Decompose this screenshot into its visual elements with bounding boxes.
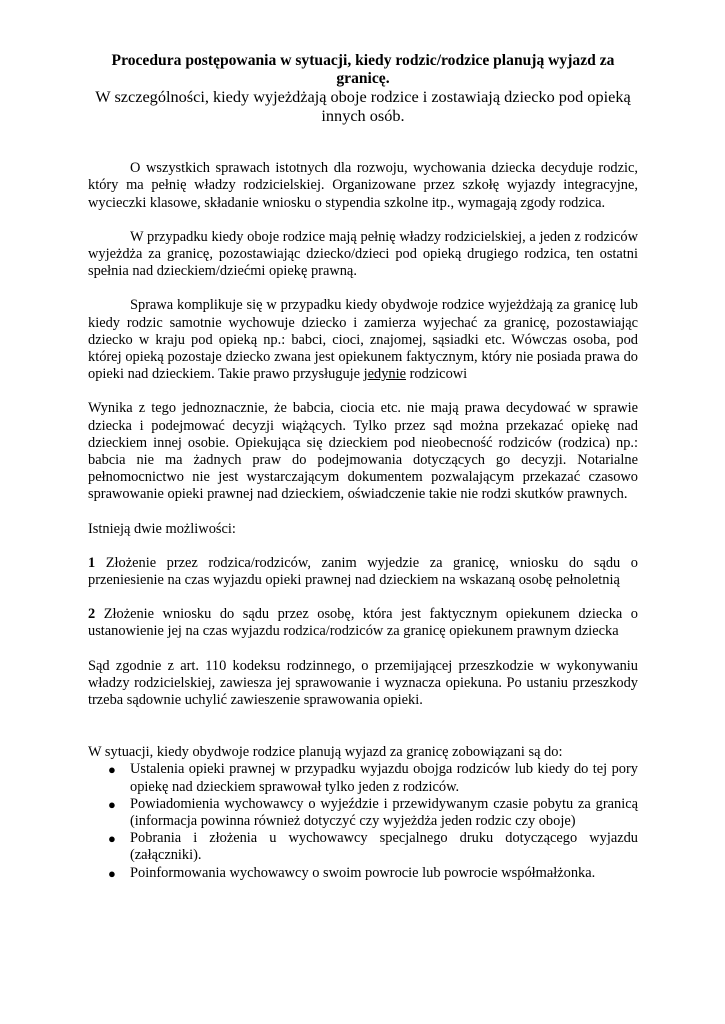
bullet-icon: ● [108, 865, 116, 881]
spacer [88, 125, 638, 160]
paragraph-text: rodzicowi [406, 366, 468, 383]
spacer [88, 709, 638, 744]
option-2 [88, 606, 638, 640]
option-text: Złożenie wniosku do sądu przez osobę, która jest faktycznym opiekunem dziecka o ustanowienie jej na czas wyjazdu rodzica/rodziców za granicę opiekunem prawnym dziecka [88, 606, 638, 640]
list-item [88, 796, 638, 830]
option-text: Złożenie przez rodzica/rodziców, zanim wyjedzie za granicę, wniosku do sądu o przeniesienie na czas wyjazdu opieki prawnej nad dzieckiem na wskazaną osobę pełnoletnią [88, 554, 638, 589]
spacer [88, 212, 638, 229]
list-item-text: Ustalenia opieki prawnej w przypadku wyjazdu obojga rodziców lub kiedy do tej pory opiekę nad dzieckiem sprawował tylko jeden z rodziców. [130, 761, 638, 795]
spacer [88, 280, 638, 297]
option-1 [88, 555, 638, 589]
spacer [88, 383, 638, 400]
spacer [88, 538, 638, 555]
paragraph-text: Sprawa komplikuje się w przypadku kiedy obydwoje rodzice wyjeżdżają za granicę lub kiedy rodzic samotnie wychowuje dziecko i zamierza wyjechać za granicę, pozostawiając dziecko w kraju pod opieką np.: babci, cioci, znajomej, sąsiadki etc. Wówczas osoba, pod której opieką pozostaje dziecko zwana jest opiekunem faktycznym, który nie posiada prawa do opieki nad dzieckiem. Takie prawo przysługuje [88, 297, 638, 383]
spacer [88, 641, 638, 658]
obligations-list [88, 761, 638, 881]
list-item-text: Poinformowania wychowawcy o swoim powrocie lub powrocie współmałżonka. [130, 864, 596, 881]
list-item-text: Pobrania i złożenia u wychowawcy specjalnego druku dotyczącego wyjazdu (załączniki). [130, 830, 638, 864]
option-number: 1 [88, 554, 96, 571]
list-item [88, 830, 638, 864]
spacer [88, 589, 638, 606]
list-item [88, 865, 638, 882]
title-subtitle-line: W szczególności, kiedy wyjeżdżają oboje rodzice i zostawiają dziecko pod opieką innych osób. [95, 87, 631, 125]
list-item [88, 761, 638, 795]
bullet-icon: ● [108, 796, 116, 812]
document-title [88, 52, 638, 125]
paragraph-two-options: Istnieją dwie możliwości: [88, 520, 236, 537]
option-number: 2 [88, 606, 96, 623]
title-bold-line: Procedura postępowania w sytuacji, kiedy rodzic/rodzice planują wyjazd za granicę. [111, 52, 615, 87]
paragraph-parental-authority: O wszystkich sprawach istotnych dla rozwoju, wychowania dziecka decyduje rodzic, który ma pełnię władzy rodzicielskiej. Organizowane przez szkołę wyjazdy integracyjne, wycieczki klasowe, składanie wniosku o stypendia szkolne itp., wymagają zgody rodzica. [88, 160, 638, 211]
bullet-icon: ● [108, 831, 116, 847]
paragraph-obligations-intro: W sytuacji, kiedy obydwoje rodzice planują wyjazd za granicę zobowiązani są do: [88, 744, 563, 761]
spacer [88, 504, 638, 521]
paragraph-no-rights: Wynika z tego jednoznacznie, że babcia, ciocia etc. nie mają prawa decydować w sprawie dziecka i podejmować decyzji wiążących. Tylko przez sąd można przekazać opiekę nad dzieckiem innej osobie. Opiekująca się dzieckiem pod nieobecność rodziców (rodzica) np.: babcia nie ma żadnych praw do podejmowania dotyczących go decyzji. Notarialne pełnomocnictwo nie jest wystarczającym dokumentem pozwalającym przekazać czasowo sprawowanie opieki prawnej nad dzieckiem, oświadczenie takie nie rodzi skutków prawnych. [88, 400, 638, 503]
paragraph-court: Sąd zgodnie z art. 110 kodeksu rodzinnego, o przemijającej przeszkodzie w wykonywaniu władzy rodzicielskiej, zawiesza jej sprawowanie i wyznacza opiekuna. Po ustaniu przeszkody trzeba sądownie uchylić zawieszenie sprawowania opieki. [88, 657, 638, 709]
paragraph-both-parents-abroad [88, 297, 638, 383]
bullet-icon: ● [108, 762, 116, 778]
list-item-text: Powiadomienia wychowawcy o wyjeździe i przewidywanym czasie pobytu za granicą (informacja powinna również dotyczyć czy wyjeżdża jeden rodzic czy oboje) [130, 795, 638, 830]
document-page [88, 52, 638, 882]
paragraph-one-parent-abroad: W przypadku kiedy oboje rodzice mają pełnię władzy rodzicielskiej, a jeden z rodziców wyjeżdża za granicę, pozostawiając dziecko/dzieci pod opieką drugiego rodzica, ten ostatni spełnia nad dzieckiem/dziećmi opiekę prawną. [88, 228, 638, 280]
underlined-word: jedynie [363, 366, 407, 383]
